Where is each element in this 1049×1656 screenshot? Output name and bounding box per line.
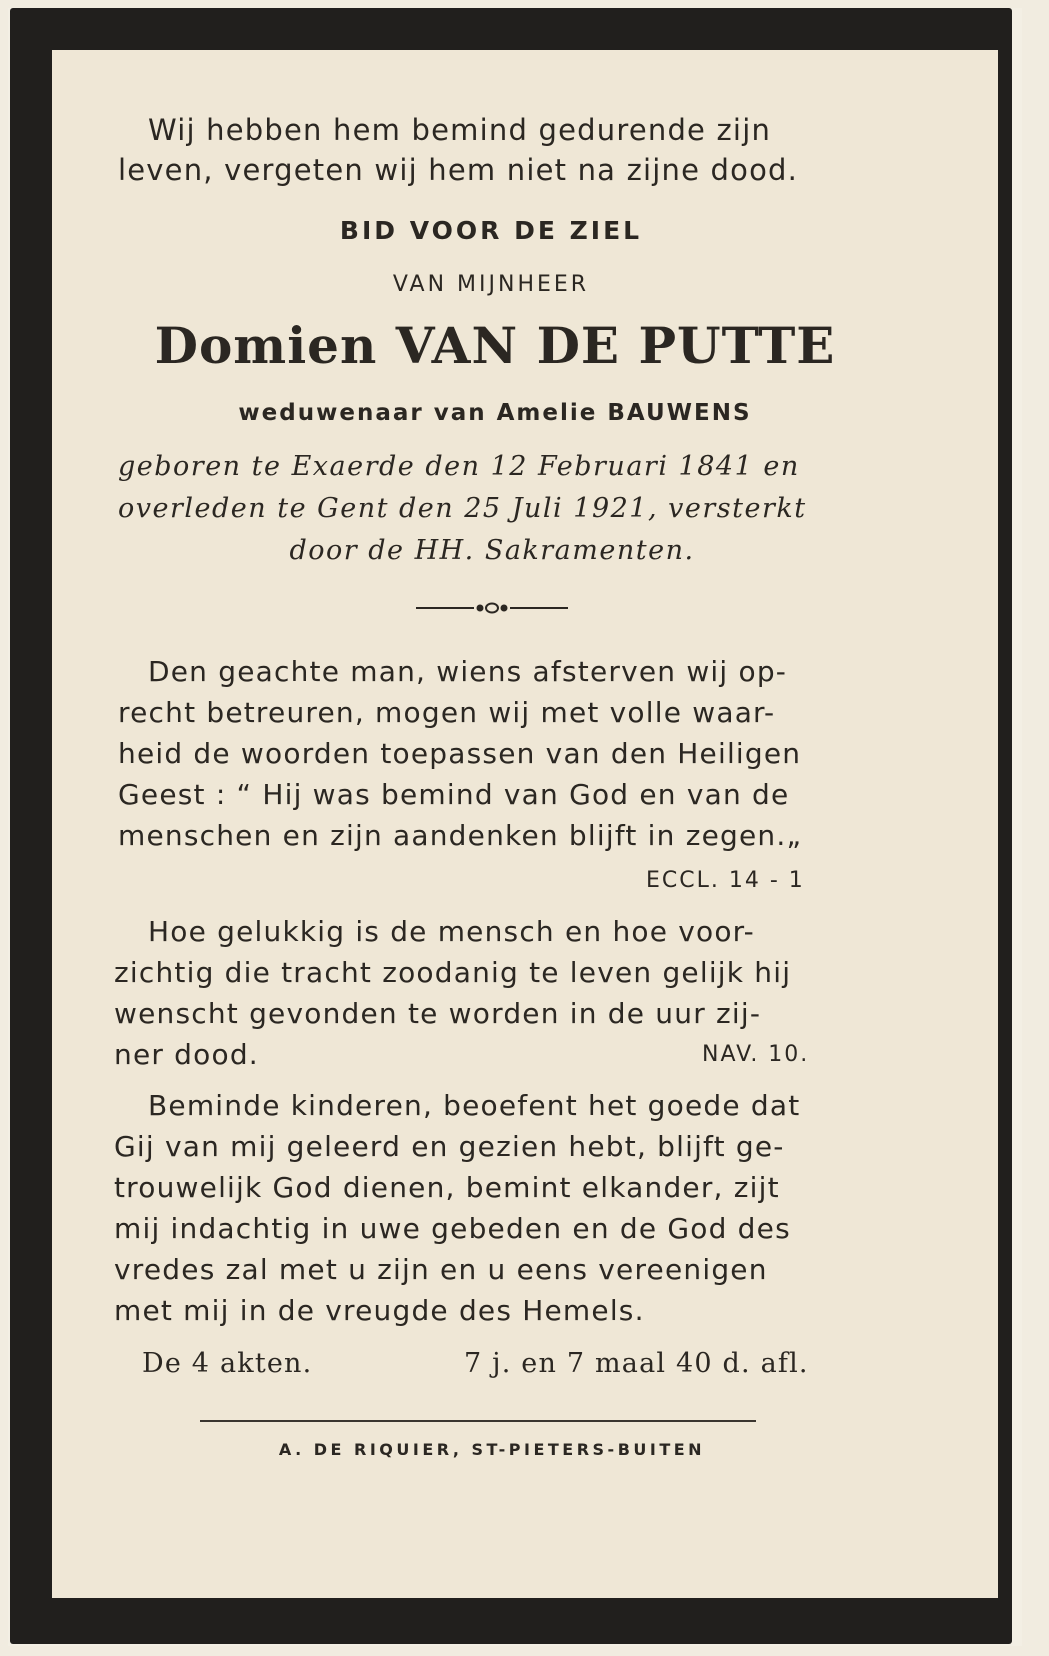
passage2-line-1: Hoe gelukkig is de mensch en hoe voor-: [148, 915, 755, 948]
widower-line: weduwenaar van Amelie BAUWENS: [238, 400, 752, 426]
passage3-line-4: mij indachtig in uwe gebeden en de God des: [114, 1212, 791, 1245]
card-paper: [52, 50, 998, 1598]
passage1-line-1: Den geachte man, wiens afsterven wij op-: [148, 655, 788, 688]
birth-line: geboren te Exaerde den 12 Februari 1841 en: [118, 451, 800, 482]
deceased-name: Domien VAN DE PUTTE: [154, 316, 836, 375]
passage3-line-5: vredes zal met u zijn en u eens vereenigen: [114, 1253, 768, 1286]
prayer-heading: BID VOOR DE ZIEL: [339, 216, 643, 245]
ornament-divider-icon: [412, 600, 572, 616]
passage2-line-2: zichtig die tracht zoodanig te leven gelijk hij: [114, 956, 792, 989]
death-line: overleden te Gent den 25 Juli 1921, versterkt: [118, 493, 807, 524]
passage3-line-1: Beminde kinderen, beoefent het goede dat: [148, 1089, 801, 1122]
passage3-line-6: met mij in de vreugde des Hemels.: [114, 1294, 645, 1327]
epigraph-line-2: leven, vergeten wij hem niet na zijne dood.: [118, 153, 799, 187]
indulgence-acts: De 4 akten.: [142, 1348, 313, 1379]
printer-imprint: A. DE RIQUIER, ST-PIETERS-BUITEN: [278, 1440, 706, 1459]
passage3-line-3: trouwelijk God dienen, bemint elkander, zijt: [114, 1171, 780, 1204]
passage2-line-4: ner dood.: [114, 1038, 259, 1071]
epigraph-line-1: Wij hebben hem bemind gedurende zijn: [148, 113, 772, 147]
indulgence-days: 7 j. en 7 maal 40 d. afl.: [464, 1348, 809, 1379]
scripture-reference-eccl: ECCL. 14 - 1: [646, 868, 805, 893]
passage1-line-4: Geest : “ Hij was bemind van God en van de: [118, 778, 790, 811]
passage1-line-2: recht betreuren, mogen wij met volle waar-: [118, 696, 776, 729]
honorific: VAN MIJNHEER: [392, 272, 590, 297]
printer-rule: [200, 1420, 756, 1422]
passage1-line-3: heid de woorden toepassen van den Heiligen: [118, 737, 802, 770]
scripture-reference-nav: NAV. 10.: [702, 1042, 810, 1067]
passage3-line-2: Gij van mij geleerd en gezien hebt, blijft ge-: [114, 1130, 785, 1163]
sacraments-line: door de HH. Sakramenten.: [289, 535, 695, 566]
passage1-line-5: menschen en zijn aandenken blijft in zegen.„: [118, 819, 803, 852]
passage2-line-3: wenscht gevonden te worden in de uur zij-: [114, 997, 762, 1030]
